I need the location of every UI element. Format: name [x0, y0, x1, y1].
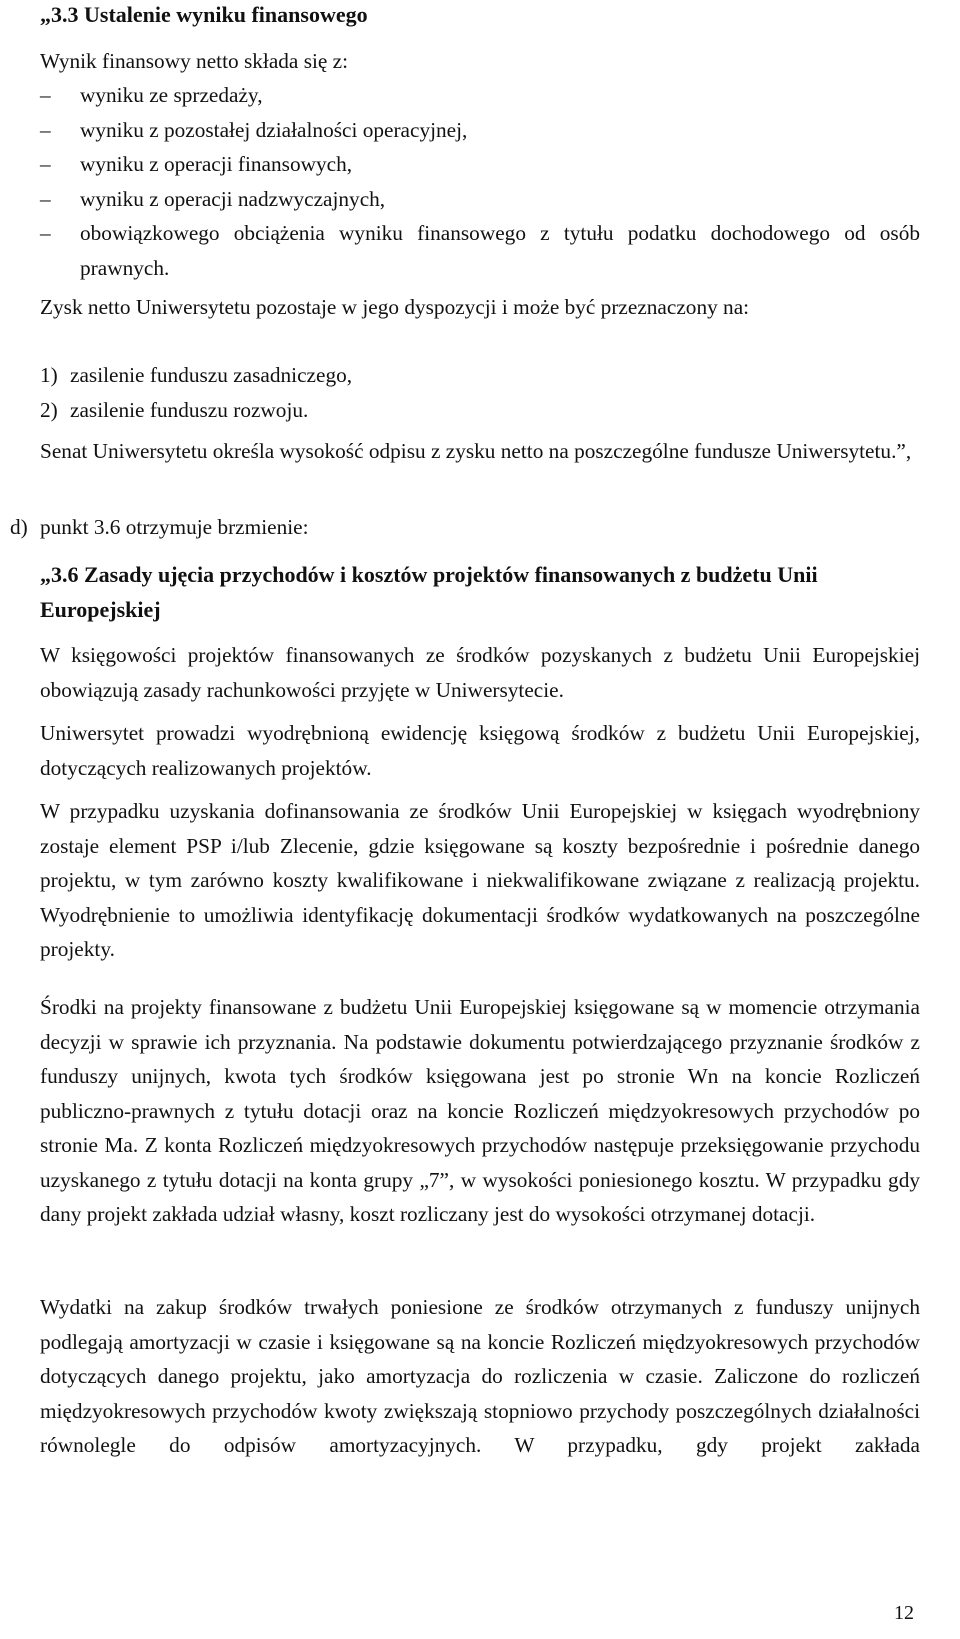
zysk-paragraph: Zysk netto Uniwersytetu pozostaje w jego dyspozycji i może być przeznaczony na:: [40, 295, 750, 319]
list-item: [40, 113, 920, 148]
paragraph: W księgowości projektów finansowanych ze środków pozyskanych z budżetu Unii Europejskiej obowiązują zasady rachunkowości przyjęte w Uniwersytecie.: [40, 643, 920, 702]
section-3-6-heading: „3.6 Zasady ujęcia przychodów i kosztów projektów finansowanych z budżetu Unii Europejskiej: [40, 562, 818, 622]
dash-bullet: –: [40, 117, 51, 142]
page-number: 12: [894, 1602, 914, 1624]
paragraph: Uniwersytet prowadzi wyodrębnioną ewidencję księgową środków z budżetu Unii Europejskiej, dotyczących realizowanych projektów.: [40, 721, 920, 780]
list-item-text: wyniku z operacji nadzwyczajnych,: [80, 186, 386, 211]
item-d-label: d): [10, 515, 28, 539]
list-item: [40, 147, 920, 182]
list-item: [40, 78, 920, 113]
dash-bullet: –: [40, 186, 51, 211]
list-item-text: zasilenie funduszu rozwoju.: [70, 397, 309, 422]
list-item-text: wyniku z operacji finansowych,: [80, 152, 353, 176]
senat-paragraph: Senat Uniwersytetu określa wysokość odpisu z zysku netto na poszczególne fundusze Uniwersytetu.”,: [40, 439, 912, 463]
list-item: [40, 393, 920, 428]
list-number: 2): [40, 397, 58, 422]
list-item: [40, 182, 920, 217]
section-3-3-heading: „3.3 Ustalenie wyniku finansowego: [40, 2, 368, 27]
section-3-3-lead: Wynik finansowy netto składa się z:: [40, 49, 349, 73]
list-item: [40, 216, 920, 285]
list-item-text: wyniku ze sprzedaży,: [80, 83, 263, 107]
paragraph: Wydatki na zakup środków trwałych poniesione ze środków otrzymanych z funduszy unijnych podlegają amortyzacji w czasie i księgowane są na koncie Rozliczeń międzyokresowych przychodów dotyczących danego projektu, jako amortyzacja do rozliczenia w czasie. Zaliczone do rozliczeń międzyokresowych przychodów kwoty zwiększają stopniowo przychody poszczególnych działalności równolegle do odpisów amortyzacyjnych. W przypadku, gdy projekt zakłada: [40, 1295, 920, 1457]
item-d-text: punkt 3.6 otrzymuje brzmienie:: [40, 515, 309, 539]
list-item-text: zasilenie funduszu zasadniczego,: [70, 363, 353, 387]
list-item-text: wyniku z pozostałej działalności operacyjnej,: [80, 117, 468, 142]
dash-bullet: –: [40, 221, 51, 245]
list-item-text: obowiązkowego obciążenia wyniku finansowego z tytułu podatku dochodowego od osób prawnych.: [80, 221, 920, 280]
dash-bullet: –: [40, 83, 51, 107]
dash-bullet: –: [40, 152, 51, 176]
list-number: 1): [40, 363, 58, 387]
paragraph: W przypadku uzyskania dofinansowania ze środków Unii Europejskiej w księgach wyodrębniony zostaje element PSP i/lub Zlecenie, gdzie księgowane są koszty bezpośrednie i pośrednie danego projektu, w tym zarówno koszty kwalifikowane i niekwalifikowane związane z realizacją projektu. Wyodrębnienie to umożliwia identyfikację dokumentacji środków wydatkowanych na poszczególne projekty.: [40, 799, 920, 961]
paragraph: Środki na projekty finansowane z budżetu Unii Europejskiej księgowane są w momencie otrzymania decyzji w sprawie ich przyznania. Na podstawie dokumentu potwierdzającego przyznanie środków z funduszy unijnych, kwota tych środków księgowana jest po stronie Wn na koncie Rozliczeń publiczno-prawnych z tytułu dotacji oraz na koncie Rozliczeń międzyokresowych przychodów po stronie Ma. Z konta Rozliczeń międzyokresowych przychodów następuje przeksięgowanie przychodu uzyskanego z tytułu dotacji na konta grupy „7”, w wysokości poniesionego kosztu. W przypadku gdy dany projekt zakłada udział własny, koszt rozliczany jest do wysokości otrzymanej dotacji.: [40, 995, 920, 1226]
numbered-list: [40, 358, 920, 427]
dash-list: [40, 78, 920, 285]
list-item: [40, 358, 920, 393]
